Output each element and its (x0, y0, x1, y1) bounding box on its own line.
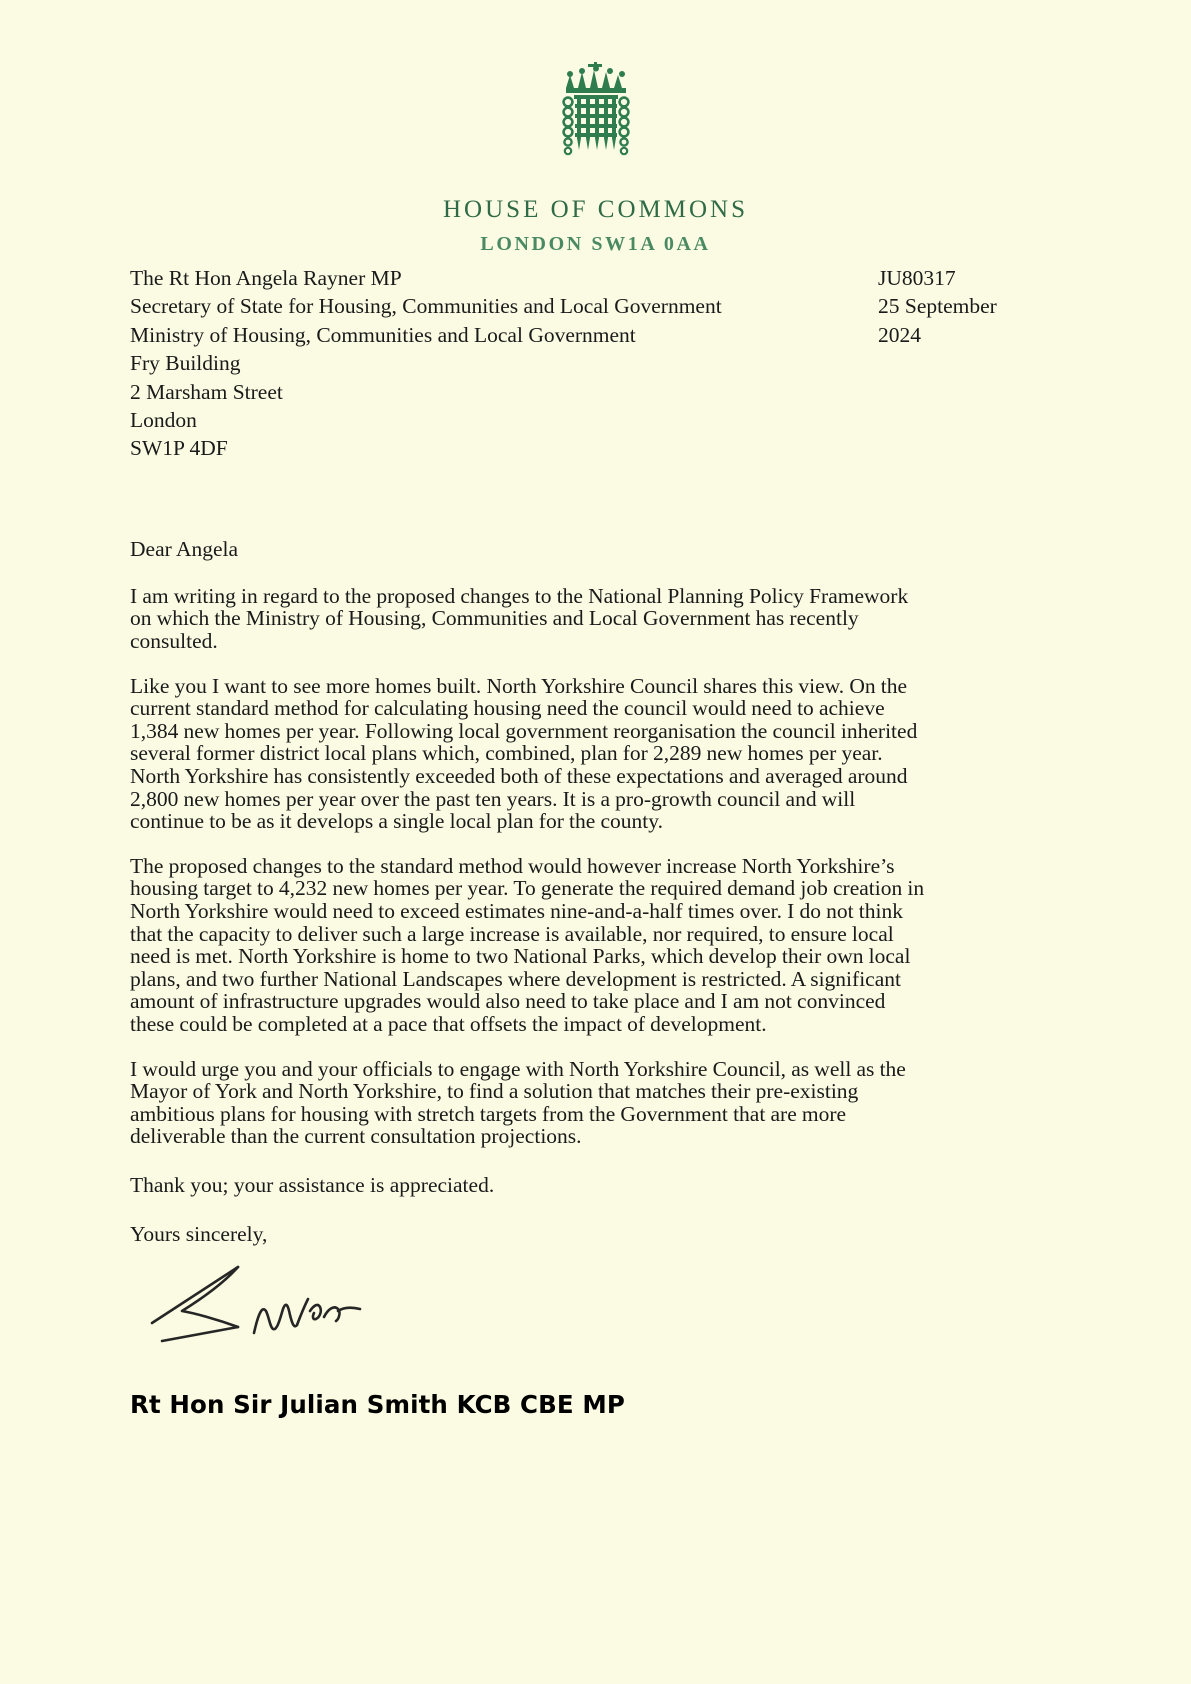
body-paragraph-1: I am writing in regard to the proposed changes to the National Planning Policy Framework on which the Ministry of Housing, Communities and Local Government has recently consulted. (130, 583, 909, 654)
recipient-line: Secretary of State for Housing, Communities and Local Government (130, 294, 722, 319)
letterhead-address: LONDON SW1A 0AA (480, 233, 711, 255)
handwritten-signature-icon (142, 1249, 402, 1349)
salutation: Dear Angela (130, 536, 239, 561)
recipient-line: The Rt Hon Angela Rayner MP (130, 266, 402, 290)
date-line-1: 25 September (878, 294, 997, 319)
recipient-line: SW1P 4DF (130, 436, 228, 461)
date-line-2: 2024 (878, 322, 921, 347)
reference-date-block (870, 264, 1060, 349)
recipient-line: Ministry of Housing, Communities and Local Government (130, 322, 636, 347)
letter-content (130, 264, 1060, 1419)
body-paragraph-2: Like you I want to see more homes built. North Yorkshire Council shares this view. On the current standard method for calculating housing need the council would need to achieve 1,384 new homes per year. Following local government reorganisation the council inherited several former district local plans which, combined, plan for 2,289 new homes per year. North Yorkshire has consistently exceeded both of these expectations and averaged around 2,800 new homes per year over the past ten years. It is a pro-growth council and will continue to be as it develops a single local plan for the county. (130, 673, 918, 834)
recipient-line: Fry Building (130, 351, 241, 376)
address-row (130, 264, 1060, 463)
thanks-line: Thank you; your assistance is appreciated. (130, 1172, 495, 1197)
recipient-line: London (130, 408, 197, 433)
signer-name: Rt Hon Sir Julian Smith KCB CBE MP (130, 1390, 625, 1420)
recipient-address-block (130, 264, 810, 463)
recipient-line: 2 Marsham Street (130, 379, 283, 404)
reference-number: JU80317 (878, 266, 956, 290)
valediction: Yours sincerely, (130, 1221, 268, 1246)
body-paragraph-3: The proposed changes to the standard method would however increase North Yorkshire’s housing target to 4,232 new homes per year. To generate the required demand job creation in North Yorkshire would need to exceed estimates nine-and-a-half times over. I do not think that the capacity to deliver such a large increase is available, nor required, to ensure local need is met. North Yorkshire is home to two National Parks, which develop their own local plans, and two further National Landscapes where development is restricted. A significant amount of infrastructure upgrades would also need to take place and I am not convinced these could be completed at a pace that offsets the impact of development. (130, 853, 925, 1036)
letterhead (0, 0, 1191, 256)
body-paragraph-4: I would urge you and your officials to engage with North Yorkshire Council, as well as the Mayor of York and North Yorkshire, to find a solution that matches their pre-existing ambitious plans for housing with stretch targets from the Government that are more deliverable than the current consultation projections. (130, 1056, 906, 1149)
letterhead-organisation: HOUSE OF COMMONS (443, 196, 748, 223)
portcullis-crowned-crest-icon (544, 62, 648, 174)
